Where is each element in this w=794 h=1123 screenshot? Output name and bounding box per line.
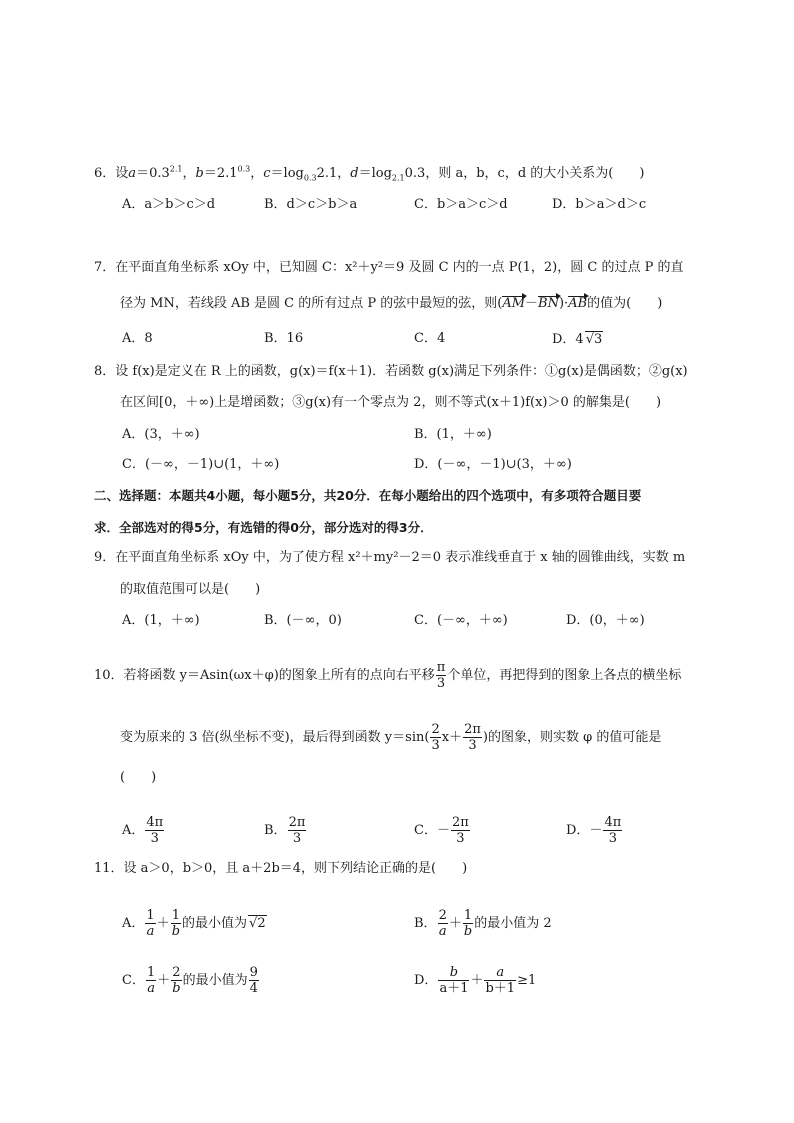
q6-option-a[interactable]: A．a＞b＞c＞d [122,197,216,212]
vector-bn: BN [538,296,559,311]
fraction: $\frac{2\pi}{3}$ [464,722,481,753]
fraction: $\frac{a}{b+1}$ [485,965,516,996]
vector-am: AM [502,296,526,311]
q10-option-a[interactable]: A． $\frac{4\pi}{3}$ [122,815,164,846]
q6-option-d[interactable]: D．b＞a＞d＞c [552,197,647,212]
q9-option-b[interactable]: B．(－∞，0) [264,613,342,628]
question-11-stem: 11．设 a＞0，b＞0，且 a＋2b＝4，则下列结论正确的是( ) [94,861,468,876]
q9-option-c[interactable]: C．(－∞，＋∞) [414,613,508,628]
q10-option-c[interactable]: C．－ $\frac{2\pi}{3}$ [414,815,469,846]
fraction: $\frac{1}{b}$ [171,908,181,939]
q9-option-d[interactable]: D．(0，＋∞) [566,613,645,628]
q7-option-a[interactable]: A．8 [122,331,153,346]
q7-option-c[interactable]: C．4 [414,331,446,346]
fraction: $\frac{2\pi}{3}$ [451,815,469,846]
fraction: $\frac{2}{3}$ [431,722,440,753]
question-8-line-2: 在区间[0，＋∞)上是增函数；③g(x)有一个零点为 2，则不等式(x＋1)f(x)＞0 的解集是( ) [120,395,662,410]
sqrt-symbol: √2 [249,916,266,931]
q8-option-b[interactable]: B．(1，＋∞) [414,427,492,442]
question-10-line-2: 变为原来的 3 倍(纵坐标不变)，最后得到函数 y＝sin( $\frac{2}{3}$ x＋ $\frac{2\pi}{3}$ )的图象，则实数 φ 的值可能是 [120,722,662,753]
fraction: $\frac{1}{a}$ [146,965,156,996]
q8-option-a[interactable]: A．(3，＋∞) [122,427,200,442]
fraction: $\frac{b}{a+1}$ [439,965,469,996]
q8-option-c[interactable]: C．(－∞，－1)∪(1，＋∞) [122,457,280,472]
q10-option-b[interactable]: B． $\frac{2\pi}{3}$ [264,815,306,846]
fraction: $\frac{9}{4}$ [249,965,258,996]
q9-option-a[interactable]: A．(1，＋∞) [122,613,200,628]
fraction: $\frac{1}{b}$ [463,908,473,939]
section-heading-line-1: 二、选择题：本题共4小题，每小题5分，共20分．在每小题给出的四个选项中，有多项符合题目要 [94,488,642,503]
question-7-line-2: 径为 MN，若线段 AB 是圆 C 的所有过点 P 的弦中最短的弦，则(AM－BN)·AB的值为( ) [120,296,663,311]
question-number: 6． [94,166,116,181]
q6-option-c[interactable]: C．b＞a＞c＞d [414,197,508,212]
q10-option-d[interactable]: D．－ $\frac{4\pi}{3}$ [566,815,622,846]
q11-option-a[interactable]: A． $\frac{1}{a}$ ＋ $\frac{1}{b}$ 的最小值为 √2 [122,908,266,939]
q8-option-d[interactable]: D．(－∞，－1)∪(3，＋∞) [414,457,572,472]
sqrt-symbol: √3 [585,332,603,347]
q7-option-d[interactable]: D．4 √3 [552,332,603,347]
fraction: $\frac{2\pi}{3}$ [288,815,306,846]
fraction: $\frac{1}{a}$ [146,908,155,939]
fraction: $\frac{4\pi}{3}$ [604,815,622,846]
q11-option-b[interactable]: B． $\frac{2}{a}$ ＋ $\frac{1}{b}$ 的最小值为 2 [414,908,552,939]
question-7-line-1: 7．在平面直角坐标系 xOy 中，已知圆 C：x²＋y²＝9 及圆 C 内的一点 P(1，2)，圆 C 的过点 P 的直 [94,260,684,275]
fraction: $\frac{2}{a}$ [438,908,447,939]
fraction: $\frac{4\pi}{3}$ [146,815,164,846]
question-10-line-1: 10．若将函数 y＝Asin(ωx＋φ)的图象上所有的点向右平移 $\frac{\pi}{3}$ 个单位，再把得到的图象上各点的横坐标 [94,660,682,691]
fraction: $\frac{\pi}{3}$ [436,660,446,691]
question-9-line-2: 的取值范围可以是( ) [120,582,261,597]
fraction: $\frac{2}{b}$ [172,965,181,996]
question-9-line-1: 9．在平面直角坐标系 xOy 中，为了使方程 x²＋my²－2＝0 表示准线垂直于 x 轴的圆锥曲线，实数 m [94,550,686,565]
q6-option-b[interactable]: B．d＞c＞b＞a [264,197,358,212]
question-8-line-1: 8．设 f(x)是定义在 R 上的函数，g(x)＝f(x＋1)．若函数 g(x)满足下列条件：①g(x)是偶函数；②g(x) [94,364,688,379]
section-heading-line-2: 求．全部选对的得5分，有选错的得0分，部分选对的得3分． [94,520,433,535]
vector-ab: AB [568,296,588,311]
q11-option-d[interactable]: D． $\frac{b}{a+1}$ ＋ $\frac{a}{b+1}$ ≥1 [414,965,537,996]
q11-option-c[interactable]: C． $\frac{1}{a}$ ＋ $\frac{2}{b}$ 的最小值为 $\frac{9}{4}$ [122,965,258,996]
question-6-stem: 6．设$a=0.3^{2.1}$，$b=2.1^{0.3}$，$c=\log_{0.3}2.1$，$d=\log_{2.1}0.3$，则 a，b，c，d 的大小关系为( ) [94,164,645,183]
q7-option-b[interactable]: B．16 [264,331,304,346]
question-10-line-3: ( ) [120,770,157,785]
